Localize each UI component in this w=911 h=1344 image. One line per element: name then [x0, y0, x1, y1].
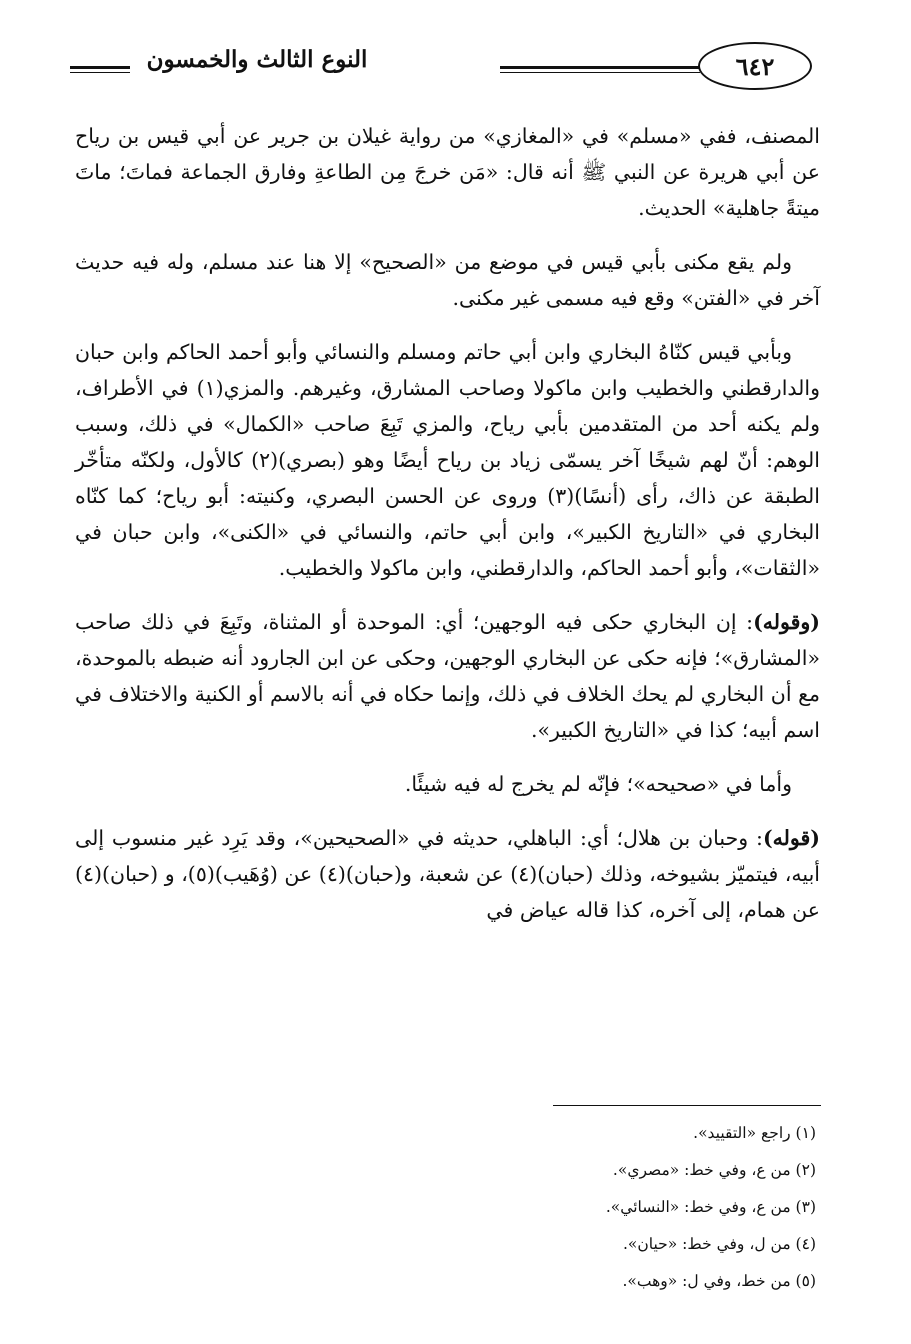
paragraph-text: وأما في «صحيحه»؛ فإنّه لم يخرج له فيه شيئًا. — [404, 772, 792, 796]
header-rule-left — [70, 66, 130, 73]
paragraph-5 — [75, 766, 820, 802]
paragraph-6 — [75, 820, 820, 928]
footnote-1: (١) راجع «التقييد». — [693, 1124, 816, 1142]
page-number: ٦٤٢ — [698, 42, 812, 90]
paragraph-lead: (وقوله) — [753, 610, 820, 634]
footnote-2: (٢) من ع، وفي خط: «مصري». — [612, 1161, 816, 1179]
footnote-4: (٤) من ل، وفي خط: «حيان». — [622, 1235, 816, 1253]
running-title: النوع الثالث والخمسون — [146, 46, 368, 73]
footnote-3: (٣) من ع، وفي خط: «النسائي». — [605, 1198, 816, 1216]
footnote-separator — [553, 1105, 821, 1106]
paragraph-4 — [75, 604, 820, 748]
paragraph-text: وبأبي قيس كنّاهُ البخاري وابن أبي حاتم ومسلم والنسائي وأبو أحمد الحاكم وابن حبان والدارقطني والخطيب وابن ماكولا وصاحب المشارق، وغيرهم. والمزي(١) في الأطراف، ولم يكنه أحد من المتقدمين بأبي رياح، والمزي تَبِعَ صاحب «الكمال» في ذلك، وسبب الوهم: أنّ لهم شيخًا آخر يسمّى زياد بن رياح أيضًا وهو (بصري)(٢) كالأول، ولكنّه متأخّر الطبقة عن ذاك، رأى (أنسًا)(٣) وروى عن الحسن البصري، وكنيته: أبو رياح؛ كما كنّاه البخاري في «التاريخ الكبير»، وابن أبي حاتم، والنسائي في «الكنى»، وابن حبان في «الثقات»، وأبو أحمد الحاكم، والدارقطني، وابن ماكولا والخطيب. — [75, 340, 820, 580]
paragraph-text: ولم يقع مكنى بأبي قيس في موضع من «الصحيح» إلا هنا عند مسلم، وله فيه حديث آخر في «الفتن» وقع فيه مسمى غير مكنى. — [75, 250, 820, 310]
paragraph-3 — [75, 334, 820, 586]
main-text — [75, 118, 820, 946]
paragraph-text: : إن البخاري حكى فيه الوجهين؛ أي: الموحدة أو المثناة، وتَبِعَ في ذلك صاحب «المشارق»؛ فإنه حكى عن البخاري الوجهين، وحكى عن ابن الجارود أنه ضبطه بالموحدة، مع أن البخاري لم يحك الخلاف في ذلك، وإنما حكاه في أنه بالاسم أو الكنية والاختلاف في اسم أبيه؛ كذا في «التاريخ الكبير». — [75, 610, 820, 742]
footnote-5: (٥) من خط، وفي ل: «وهب». — [622, 1272, 816, 1290]
header-rule-right — [500, 66, 700, 73]
paragraph-2 — [75, 244, 820, 316]
paragraph-text: المصنف، ففي «مسلم» في «المغازي» من رواية غيلان بن جرير عن أبي قيس بن رياح عن أبي هريرة عن النبي ﷺ أنه قال: «مَن خرجَ مِن الطاعةِ وفارق الجماعة فماتَ؛ ماتَ ميتةً جاهلية» الحديث. — [75, 124, 820, 220]
page-header — [70, 40, 820, 100]
footnotes — [75, 1122, 820, 1307]
paragraph-text: : وحبان بن هلال؛ أي: الباهلي، حديثه في «الصحيحين»، وقد يَرِد غير منسوب إلى أبيه، فيتميّز بشيوخه، وذلك (حبان)(٤) عن شعبة، و(حبان)(٤) عن (وُهَيب)(٥)، و (حبان)(٤) عن همام، إلى آخره، كذا قاله عياض في — [75, 826, 820, 922]
paragraph-lead: (قوله) — [762, 826, 820, 850]
paragraph-1 — [75, 118, 820, 226]
